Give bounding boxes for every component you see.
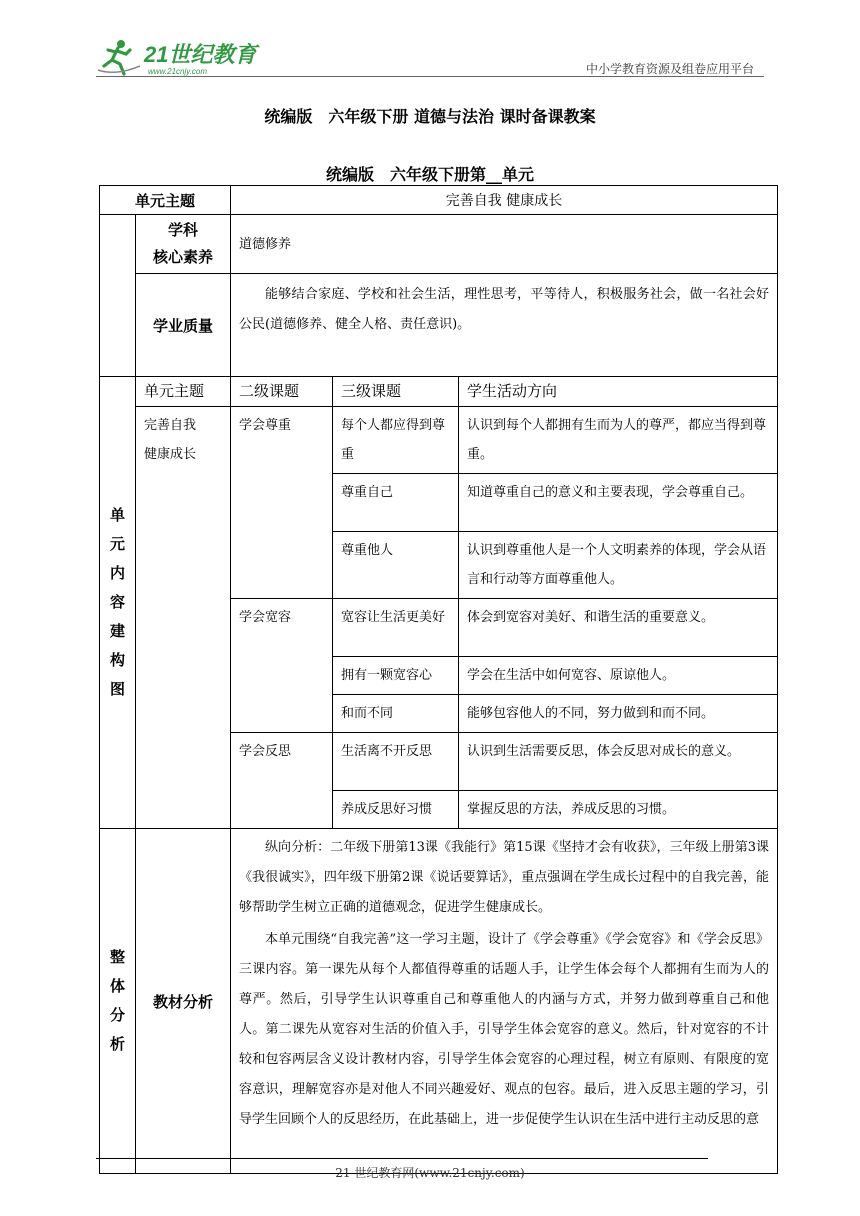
svg-text:www.21cnjy.com: www.21cnjy.com — [148, 67, 207, 76]
col-header-second: 二级课题 — [231, 377, 333, 407]
unit-theme-value: 完善自我 健康成长 — [231, 186, 778, 215]
structure-char: 内 — [109, 564, 125, 582]
structure-char: 图 — [109, 680, 125, 698]
second-topic: 学会尊重 — [231, 407, 333, 599]
activity-direction: 能够包容他人的不同，努力做到和而不同。 — [459, 695, 778, 733]
unit-theme-label: 单元主题 — [100, 186, 231, 215]
core-label-line-2: 核心素养 — [153, 248, 214, 266]
material-analysis-label: 教材分析 — [136, 829, 231, 1174]
activity-direction: 认识到尊重他人是一个人文明素养的体现，学会从语言和行动等方面尊重他人。 — [459, 532, 778, 599]
unit-subtitle: 统编版 六年级下册第__单元 — [325, 165, 534, 184]
core-literacy-value: 道德修养 — [231, 215, 778, 274]
academic-quality-label: 学业质量 — [136, 274, 231, 377]
theme-cell — [136, 407, 231, 829]
core-label-line-1: 学科 — [168, 221, 199, 239]
theme-line: 完善自我 — [144, 418, 197, 433]
platform-name: 中小学教育资源及组卷应用平台 — [585, 62, 754, 76]
svg-text:21世纪教育: 21世纪教育 — [144, 42, 257, 67]
third-topic: 生活离不开反思 — [333, 733, 459, 791]
analysis-paragraph: 本单元围绕“自我完善”这一学习主题，设计了《学会尊重》《学会宽容》和《学会反思》三课内容。第一课先从每个人都值得尊重的话题人手，让学生体会每个人都拥有生而为人的尊严。然后，引导学生认识尊重自己和尊重他人的内涵与方式，并努力做到尊重自己和他人。第二课先从宽容对生活的价值入手，引导学生体会宽容的意义。然后，针对宽容的不计较和包容两层含义设计教材内容，引导学生体会宽容的心理过程，树立有原则、有限度的宽容意识，理解宽容亦是对他人不同兴趣爱好、观点的包容。最后，进入反思主题的学习，引导学生回顾个人的反思经历，在此基础上，进一步促使学生认识在生活中进行主动反思的意 — [239, 932, 770, 1127]
second-topic: 学会宽容 — [231, 599, 333, 733]
activity-direction: 知道尊重自己的意义和主要表现，学会尊重自己。 — [459, 474, 778, 532]
footer-divider — [96, 1158, 708, 1159]
analysis-label — [100, 829, 136, 1174]
third-topic: 养成反思好习惯 — [333, 791, 459, 829]
header-divider — [96, 76, 764, 77]
third-topic: 拥有一颗宽容心 — [333, 657, 459, 695]
activity-direction: 掌握反思的方法，养成反思的习惯。 — [459, 791, 778, 829]
lesson-plan-table — [99, 185, 778, 1174]
structure-char: 构 — [109, 651, 125, 669]
footer-text: 21 世纪教育网(www.21cnjy.com) — [335, 1166, 525, 1180]
analysis-char: 体 — [109, 977, 125, 995]
core-literacy-label — [136, 215, 231, 274]
structure-char: 容 — [109, 593, 125, 611]
blank-cell — [100, 215, 136, 377]
activity-direction: 体会到宽容对美好、和谐生活的重要意义。 — [459, 599, 778, 657]
structure-label — [100, 377, 136, 829]
structure-char: 单 — [109, 506, 125, 524]
third-topic: 尊重自己 — [333, 474, 459, 532]
col-header-third: 三级课题 — [333, 377, 459, 407]
material-analysis-content — [231, 829, 778, 1174]
analysis-char: 分 — [109, 1006, 125, 1024]
theme-line: 健康成长 — [144, 447, 197, 462]
document-title: 统编版 六年级下册 道德与法治 课时备课教案 — [264, 107, 596, 126]
analysis-paragraph: 纵向分析：二年级下册第13课《我能行》第15课《坚持才会有收获》，三年级上册第3课《我很诚实》，四年级下册第2课《说话要算话》，重点强调在学生成长过程中的自我完善，能够帮助学生树立正确的道德观念，促进学生健康成长。 — [239, 840, 770, 915]
activity-direction: 学会在生活中如何宽容、原谅他人。 — [459, 657, 778, 695]
academic-quality-value: 能够结合家庭、学校和社会生活，理性思考，平等待人，积极服务社会，做一名社会好公民(道德修养、健全人格、责任意识)。 — [231, 274, 778, 377]
second-topic: 学会反思 — [231, 733, 333, 829]
activity-direction: 认识到生活需要反思，体会反思对成长的意义。 — [459, 733, 778, 791]
third-topic: 尊重他人 — [333, 532, 459, 599]
third-topic: 每个人都应得到尊重 — [333, 407, 459, 474]
structure-char: 元 — [109, 535, 125, 553]
activity-direction: 认识到每个人都拥有生而为人的尊严，都应当得到尊重。 — [459, 407, 778, 474]
structure-char: 建 — [109, 622, 125, 640]
third-topic: 和而不同 — [333, 695, 459, 733]
col-header-activity: 学生活动方向 — [459, 377, 778, 407]
site-logo — [96, 36, 271, 78]
col-header-theme: 单元主题 — [136, 377, 231, 407]
runner-icon — [98, 40, 140, 74]
analysis-char: 析 — [109, 1035, 125, 1053]
third-topic: 宽容让生活更美好 — [333, 599, 459, 657]
analysis-char: 整 — [109, 948, 125, 966]
